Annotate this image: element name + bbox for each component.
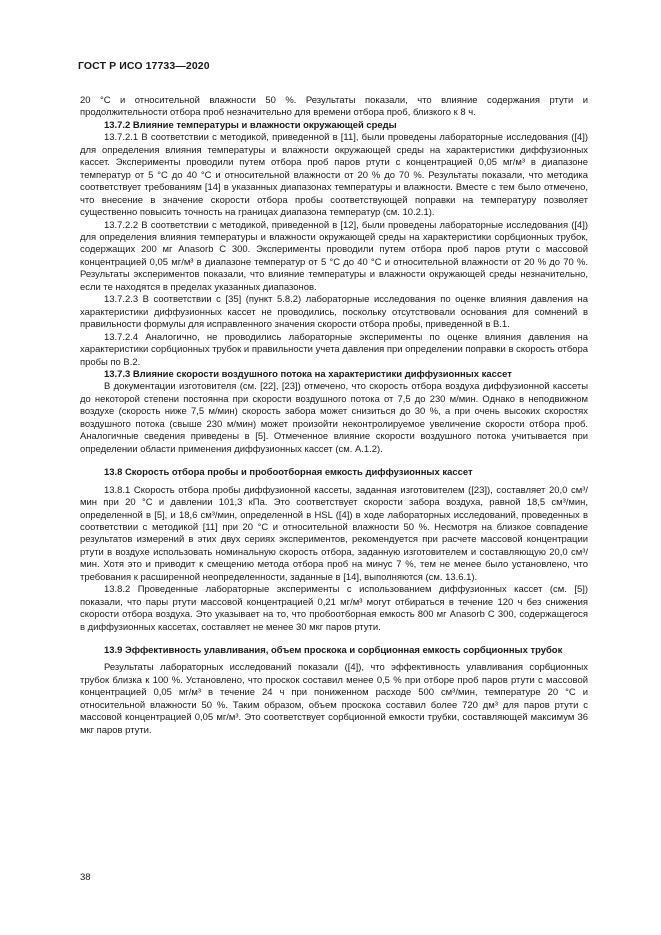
paragraph-continuation: 20 °С и относительной влажности 50 %. Результаты показали, что влияние содержания ртути и продолжительности отбора проб незначительно для времени отбора проб, близкого к 8 ч. bbox=[80, 95, 588, 119]
document-header: ГОСТ Р ИСО 17733—2020 bbox=[78, 60, 210, 72]
paragraph-13-7-3: В документации изготовителя (см. [22], [23]) отмечено, что скорость отбора воздуха диффузионной кассеты до некоторой степени постоянна при скорости воздушного потока от 7,5 до 230 м/мин. Однако в неподвижном воздухе (скорость ниже 7,5 м/мин) скорость забора может снизиться до 30 %, а при очень высоких скоростях воздушного потока (свыше 230 м/мин) может произойти неконтролируемое увеличение скорости отбора проб. Аналогичные сведения приведены в [5]. Отмеченное влияние скорости воздушного потока учитывается при определении области применения диффузионных кассет (см. А.1.2). bbox=[80, 381, 588, 455]
document-body bbox=[80, 95, 588, 737]
section-heading-13-9: 13.9 Эффективность улавливания, объем проскока и сорбционная емкость сорбционных трубок bbox=[104, 645, 563, 657]
section-heading-13-7-3: 13.7.3 Влияние скорости воздушного потока на характеристики диффузионных кассет bbox=[104, 368, 512, 380]
paragraph-13-7-2-4: 13.7.2.4 Аналогично, не проводились лабораторные эксперименты по оценке влияния давления на характеристики сорбционных трубок и правильности учета давления при определении поправки в скорость отбора пробы по В.2. bbox=[80, 331, 588, 368]
page-number: 38 bbox=[80, 872, 91, 883]
paragraph-13-9: Результаты лабораторных исследований показали ([4]), что эффективность улавливания сорбционных трубок близка к 100 %. Установлено, что проскок составил менее 0,5 % при отборе проб паров ртути с массовой концентрацией 0,05 мг/м³ в течение 24 ч при пониженном расходе 500 см³/мин, температуре 20 °С и относительной влажности 50 %. Таким образом, объем проскока составил более 720 дм³ для паров ртути с массовой концентрацией 0,05 мг/м³. Это соответствует сорбционной емкости трубки, составляющей максимум 36 мкг паров ртути. bbox=[80, 662, 588, 736]
paragraph-13-8-1: 13.8.1 Скорость отбора пробы диффузионной кассеты, заданная изготовителем ([23]), составляет 20,0 см³/мин при 20 °С и давлении 101,3 кПа. Это соответствует скорости забора воздуха, равной 18,5 см³/мин, определенной в [5], и 18,6 см³/мин, определенной в HSL ([4]) в ходе лабораторных исследований, проведенных в соответствии с методикой [11] при 20 °С и относительной влажности 50 %. Несмотря на близкое совпадение результатов измерений в этих двух сериях экспериментов, рекомендуется при расчете массовой концентрации ртути в воздухе использовать номинальную скорость отбора, заданную изготовителем и составляющую 20,0 см³/мин. Хотя это и приводит к смещению метода отбора проб на минус 7 %, тем не менее было установлено, что требования к расширенной неопределенности, заданные в [14], выполняются (см. 13.6.1). bbox=[80, 484, 588, 583]
section-gap bbox=[80, 456, 588, 467]
section-gap bbox=[80, 634, 588, 645]
paragraph-13-8-2: 13.8.2 Проведенные лабораторные эксперименты с использованием диффузионных кассет (см. [5]) показали, что пары ртути массовой концентрацией 0,21 мг/м³ могут отбираться в течение 120 ч без снижения скорости отбора воздуха. Это указывает на то, что пробоотборная емкость 800 мг Anasorb С 300, содержащегося в диффузионных кассетах, составляет не менее 30 мкг паров ртути. bbox=[80, 584, 588, 633]
paragraph-13-7-2-3: 13.7.2.3 В соответствии с [35] (пункт 5.8.2) лабораторные исследования по оценке влияния давления на характеристики диффузионных кассет не проводились, поскольку отсутствовали основания для сомнений в правильности формулы для исправленного значения скорости отбора пробы, приведенной в В.1. bbox=[80, 294, 588, 331]
section-heading-13-7-2: 13.7.2 Влияние температуры и влажности окружающей среды bbox=[104, 119, 397, 131]
paragraph-13-7-2-2: 13.7.2.2 В соответствии с методикой, приведенной в [12], были проведены лабораторные исследования ([4]) для определения влияния температуры и влажности окружающей среды на характеристики сорбционных трубок, содержащих 200 мг Anasorb С 300. Эксперименты проводили путем отбора проб паров ртути с массовой концентрацией 0,05 мг/м³ в диапазоне температур от 5 °С до 40 °С и относительной влажности от 20 % до 70 %. Результаты экспериментов показали, что влияние температуры и влажности окружающей среды незначительно, если те находятся в пределах указанных диапазонов. bbox=[80, 219, 588, 293]
paragraph-13-7-2-1: 13.7.2.1 В соответствии с методикой, приведенной в [11], были проведены лабораторные исследования ([4]) для определения влияния температуры и влажности окружающей среды на характеристики диффузионных кассет. Эксперименты проводили путем отбора проб паров ртути с концентрацией 0,05 мг/м³ в диапазоне температур от 5 °С до 40 °С и относительной влажности от 20 % до 70 %. Результаты показали, что методика соответствует требованиям [14] в указанных диапазонах температуры и влажности. Вместе с тем было отмечено, что внесение в значение скорости отбора пробы соответствующей поправки на температуру позволяет существенно повысить точность на границах диапазона температур (см. 10.2.1). bbox=[80, 132, 588, 219]
section-heading-13-8: 13.8 Скорость отбора пробы и пробоотборная емкость диффузионных кассет bbox=[104, 467, 473, 479]
